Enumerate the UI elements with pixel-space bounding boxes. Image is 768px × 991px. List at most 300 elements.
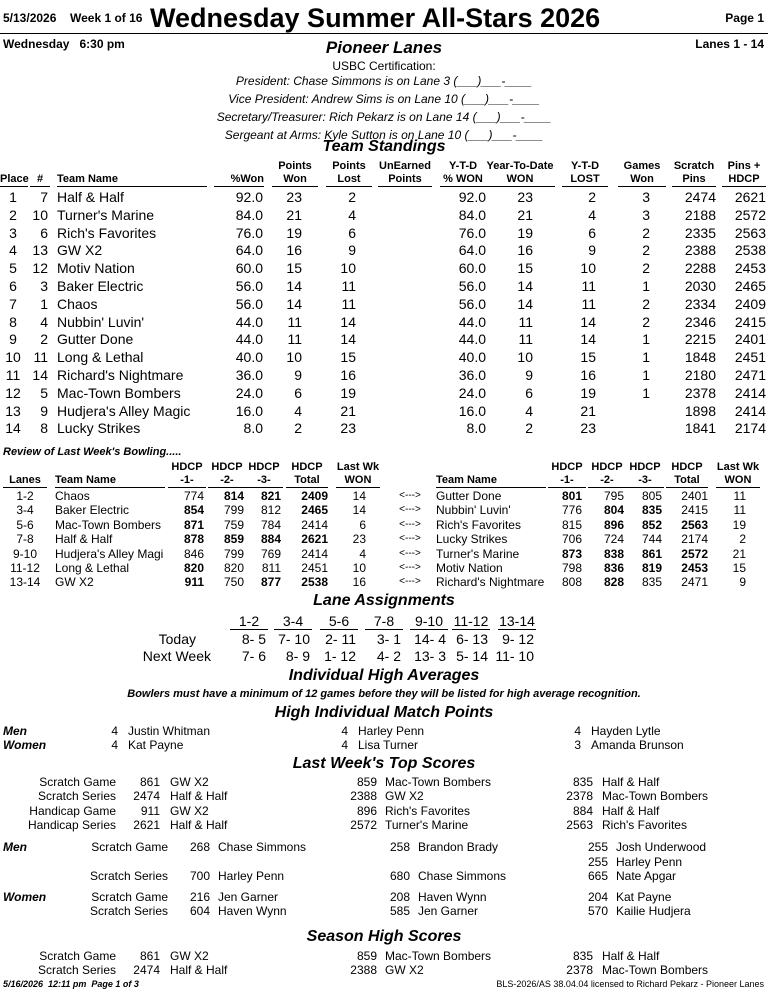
review-score: 799 xyxy=(223,503,244,518)
review-won-right: 11 xyxy=(733,503,746,518)
score-name: Half & Half xyxy=(170,963,228,978)
score-name: Half & Half xyxy=(602,803,660,818)
standings-cell: 24.0 xyxy=(458,384,486,401)
review-score: 750 xyxy=(223,575,244,590)
standings-cell: 21 xyxy=(580,402,596,419)
score-category: Scratch Game xyxy=(91,840,168,854)
standings-header-pw: Points xyxy=(278,160,312,172)
standings-cell: 10 xyxy=(32,206,48,223)
review-team-left: Hudjera's Alley Magi xyxy=(55,546,164,561)
standings-cell: 5 xyxy=(40,384,48,401)
standings-cell: 21 xyxy=(517,206,533,223)
score-value: 665 xyxy=(587,869,608,883)
standings-header-team: Team Name xyxy=(57,173,207,187)
standings-cell: 76.0 xyxy=(458,224,486,241)
score-value: 208 xyxy=(389,890,410,904)
standings-cell: 2572 xyxy=(734,206,766,223)
score-name: Mac-Town Bombers xyxy=(602,789,709,804)
standings-team-name: GW X2 xyxy=(57,242,103,259)
review-header xyxy=(0,461,768,489)
standings-title: Team Standings xyxy=(322,138,446,155)
score-name: Chase Simmons xyxy=(218,840,307,854)
standings-cell: 24.0 xyxy=(235,384,263,401)
score-value: 835 xyxy=(572,775,593,789)
standings-cell: 2 xyxy=(642,313,650,330)
standings-cell: 56.0 xyxy=(458,295,486,312)
standings-cell: 11 xyxy=(581,278,596,294)
standings-header xyxy=(0,160,768,188)
score-value: 680 xyxy=(389,869,410,883)
score-category: Scratch Series xyxy=(89,904,168,918)
standings-cell: 2474 xyxy=(684,189,716,205)
match-points-value: 4 xyxy=(341,738,348,752)
standings-cell: 2335 xyxy=(684,224,716,241)
score-value: 896 xyxy=(356,803,377,818)
review-score: 724 xyxy=(603,532,624,547)
lane-assignments-grid xyxy=(0,613,768,668)
standings-cell: 1 xyxy=(642,331,650,348)
standings-cell: 1 xyxy=(642,367,650,383)
today-assignment: 9- 12 xyxy=(502,631,534,647)
standings-cell: 8.0 xyxy=(466,420,486,437)
standings-cell: 9 xyxy=(294,367,302,383)
standings-cell: 4 xyxy=(9,242,17,259)
review-score: 2414 xyxy=(301,517,328,532)
match-points-value: 4 xyxy=(341,724,348,738)
standings-cell: 15 xyxy=(286,260,302,277)
score-value: 570 xyxy=(587,904,608,918)
standings-cell: 11 xyxy=(518,331,533,348)
standings-team-name: Nubbin' Luvin' xyxy=(57,313,145,330)
officer-line: Vice President: Andrew Sims is on Lane 10 (___)___-____ xyxy=(228,92,540,106)
standings-header-gw: Games xyxy=(623,160,661,172)
review-score: 759 xyxy=(223,517,244,532)
standings-cell: 64.0 xyxy=(458,242,486,259)
next-week-assignment: 11- 10 xyxy=(495,648,534,664)
standings-cell: 16.0 xyxy=(458,402,486,419)
review-header-lanes: Lanes xyxy=(3,474,47,488)
score-value: 2563 xyxy=(566,818,593,833)
standings-cell: 2409 xyxy=(734,295,766,312)
versus-arrow: <---> xyxy=(399,562,421,573)
standings-cell: 36.0 xyxy=(458,367,486,383)
men-label: Men xyxy=(3,840,27,854)
review-score: 2409 xyxy=(301,489,328,503)
standings-header-pct: %Won xyxy=(214,173,264,187)
standings-cell: 6 xyxy=(348,224,356,241)
standings-cell: 14 xyxy=(340,313,356,330)
review-score: 911 xyxy=(184,575,204,590)
standings-cell: 1 xyxy=(642,349,650,366)
review-score: 846 xyxy=(183,546,204,561)
standings-header-ytdl: LOST xyxy=(562,173,608,187)
review-score: 811 xyxy=(261,561,281,575)
review-score: 805 xyxy=(641,489,662,503)
standings-cell: 14 xyxy=(32,367,48,383)
score-value: 835 xyxy=(572,949,593,963)
score-value: 2474 xyxy=(133,963,160,978)
review-header-won: Last Wk xyxy=(336,461,380,473)
score-value: 884 xyxy=(572,803,593,818)
standings-header-ytdl: Y-T-D xyxy=(570,160,600,172)
standings-cell: 2188 xyxy=(684,206,716,223)
standings-cell: 11 xyxy=(33,349,48,366)
next-week-assignment: 1- 12 xyxy=(324,648,356,664)
standings-cell: 3 xyxy=(642,189,650,205)
standings-cell: 2 xyxy=(642,295,650,312)
standings-cell: 3 xyxy=(642,206,650,223)
standings-cell: 2538 xyxy=(734,242,766,259)
standings-cell: 5 xyxy=(9,260,17,277)
women-label: Women xyxy=(3,738,47,752)
today-label: Today xyxy=(158,631,196,647)
review-score: 820 xyxy=(183,561,204,575)
review-header-h1: HDCP xyxy=(551,461,583,473)
score-value: 255 xyxy=(587,840,608,854)
score-name: Half & Half xyxy=(602,775,660,789)
standings-cell: 14 xyxy=(286,278,302,294)
standings-team-name: Baker Electric xyxy=(57,278,144,294)
versus-arrow: <---> xyxy=(399,533,421,545)
standings-cell: 60.0 xyxy=(458,260,486,277)
standings-cell: 56.0 xyxy=(235,278,263,294)
standings-team-name: Mac-Town Bombers xyxy=(57,384,181,401)
score-name: GW X2 xyxy=(385,963,424,978)
score-name: Rich's Favorites xyxy=(602,818,687,833)
score-value: 859 xyxy=(356,775,377,789)
lanes-range: Lanes 1 - 14 xyxy=(695,37,764,51)
standings-cell: 14 xyxy=(517,295,533,312)
standings-cell: 40.0 xyxy=(458,349,486,366)
review-score: 854 xyxy=(183,503,204,518)
score-category: Handicap Series xyxy=(27,818,116,833)
standings-cell: 10 xyxy=(286,349,302,366)
score-category: Scratch Series xyxy=(89,869,168,883)
score-name: Jen Garner xyxy=(218,890,279,904)
standings-cell: 1 xyxy=(9,189,17,205)
score-name: Nate Apgar xyxy=(616,869,677,883)
standings-cell: 16.0 xyxy=(235,402,263,419)
score-value: 2572 xyxy=(350,818,377,833)
standings-cell: 2471 xyxy=(734,367,766,383)
standings-cell: 2563 xyxy=(734,224,766,241)
versus-arrow: <---> xyxy=(399,576,421,588)
standings-cell: 6 xyxy=(294,384,302,401)
review-header-ht: HDCP xyxy=(671,461,703,473)
score-name: Turner's Marine xyxy=(385,818,469,833)
score-value: 216 xyxy=(189,890,210,904)
lane-pair-header: 13-14 xyxy=(499,613,535,629)
standings-cell: 2 xyxy=(642,242,650,259)
officer-line: Sergeant at Arms: Kyle Sutton is on Lane 10 (___)___-____ xyxy=(224,128,544,142)
last-week-scores xyxy=(0,775,768,925)
score-name: GW X2 xyxy=(170,949,209,963)
standings-cell: 60.0 xyxy=(235,260,263,277)
standings-cell: 15 xyxy=(340,349,356,366)
standings-cell: 2453 xyxy=(734,260,766,277)
review-score: 2415 xyxy=(681,503,708,518)
review-score: 774 xyxy=(183,489,204,503)
review-lanes: 11-12 xyxy=(10,561,40,575)
standings-cell: 11 xyxy=(518,313,533,330)
standings-cell: 12 xyxy=(32,260,48,277)
score-value: 585 xyxy=(389,904,410,918)
review-score: 861 xyxy=(641,546,662,561)
review-score: 871 xyxy=(183,517,204,532)
standings-team-name: Motiv Nation xyxy=(57,260,135,277)
review-score: 835 xyxy=(641,575,662,590)
review-score: 884 xyxy=(260,532,281,547)
review-score: 819 xyxy=(641,561,662,575)
standings-cell: 56.0 xyxy=(235,295,263,312)
score-name: Josh Underwood xyxy=(616,840,707,854)
today-assignment: 14- 4 xyxy=(414,631,446,647)
standings-header-ytdpct: % WON xyxy=(440,173,486,187)
standings-cell: 21 xyxy=(340,402,356,419)
standings-cell: 8 xyxy=(40,420,48,437)
review-score: 814 xyxy=(223,489,244,503)
review-lanes: 3-4 xyxy=(16,503,34,518)
standings-cell: 11 xyxy=(341,278,356,294)
next-week-assignment: 13- 3 xyxy=(414,648,446,664)
standings-cell: 1 xyxy=(642,384,650,401)
review-score: 2453 xyxy=(681,561,708,575)
header-rule xyxy=(0,33,768,34)
today-assignment: 8- 5 xyxy=(241,631,266,647)
standings-cell: 11 xyxy=(287,313,302,330)
review-header-h3: -3- xyxy=(245,474,283,488)
standings-team-name: Hudjera's Alley Magic xyxy=(57,402,191,419)
day-time: Wednesday 6:30 pm xyxy=(3,37,125,51)
review-header-h2: HDCP xyxy=(591,461,623,473)
standings-cell: 2 xyxy=(40,331,48,348)
standings-header-ph: HDCP xyxy=(722,173,766,187)
review-header-h1: HDCP xyxy=(171,461,203,473)
standings-cell: 4 xyxy=(588,206,596,223)
standings-cell: 64.0 xyxy=(235,242,263,259)
review-score: 835 xyxy=(641,503,662,518)
review-won-right: 19 xyxy=(732,517,746,532)
standings-cell: 4 xyxy=(525,402,533,419)
review-won-left: 14 xyxy=(352,489,366,503)
season-scores xyxy=(0,949,768,979)
score-name: Haven Wynn xyxy=(418,890,487,904)
review-team-right: Richard's Nightmare xyxy=(436,575,545,590)
standings-cell: 12 xyxy=(5,384,21,401)
review-score: 2563 xyxy=(681,517,708,532)
bowler-name: Harley Penn xyxy=(358,724,425,738)
review-score: 804 xyxy=(603,503,624,518)
score-category: Scratch Game xyxy=(39,949,116,963)
standings-cell: 14 xyxy=(5,420,21,437)
standings-cell: 2414 xyxy=(734,384,766,401)
review-header-ht: HDCP xyxy=(291,461,323,473)
review-score: 836 xyxy=(603,561,624,575)
standings-cell: 8 xyxy=(9,313,17,330)
score-value: 2621 xyxy=(133,818,160,833)
review-team-right: Motiv Nation xyxy=(436,561,503,575)
review-score: 798 xyxy=(561,561,582,575)
review-score: 776 xyxy=(561,503,582,518)
review-lanes: 13-14 xyxy=(9,575,41,590)
averages-note: Bowlers must have a minimum of 12 games before they will be listed for high average recognition. xyxy=(127,688,641,700)
bowler-name: Hayden Lytle xyxy=(591,724,661,738)
standings-cell: 2378 xyxy=(684,384,716,401)
standings-cell: 19 xyxy=(580,384,596,401)
score-value: 204 xyxy=(587,890,608,904)
standings-cell: 8.0 xyxy=(243,420,263,437)
standings-header-num: # xyxy=(30,173,50,187)
match-points-table xyxy=(0,724,768,754)
standings-cell: 19 xyxy=(286,224,302,241)
review-title: Review of Last Week's Bowling..... xyxy=(3,446,182,458)
score-name: Harley Penn xyxy=(616,855,683,869)
score-name: Rich's Favorites xyxy=(385,803,470,818)
standings-cell: 2 xyxy=(525,420,533,437)
review-team-left: Mac-Town Bombers xyxy=(55,517,162,532)
review-score: 808 xyxy=(561,575,582,590)
officer-line: President: Chase Simmons is on Lane 3 (___)___-____ xyxy=(235,74,533,88)
score-value: 2378 xyxy=(566,789,593,804)
review-score: 744 xyxy=(641,532,662,547)
standings-cell: 14 xyxy=(517,278,533,294)
standings-header-gw: Won xyxy=(618,173,666,187)
review-score: 2465 xyxy=(301,503,328,518)
standings-team-name: Chaos xyxy=(57,295,98,312)
standings-cell: 2621 xyxy=(734,189,766,205)
standings-cell: 14 xyxy=(580,331,596,348)
standings-cell: 10 xyxy=(517,349,533,366)
score-name: Mac-Town Bombers xyxy=(385,949,492,963)
versus-arrow: <---> xyxy=(399,504,421,516)
review-score: 799 xyxy=(223,546,244,561)
next-week-label: Next Week xyxy=(142,648,211,664)
bowler-name: Kat Payne xyxy=(128,738,184,752)
standings-cell: 7 xyxy=(9,295,17,312)
score-value: 700 xyxy=(189,869,210,883)
score-name: Brandon Brady xyxy=(418,840,499,854)
match-points-value: 3 xyxy=(574,738,581,752)
standings-header-ytdw: Year-To-Date xyxy=(486,160,554,172)
standings-cell: 7 xyxy=(40,189,48,205)
standings-cell: 1848 xyxy=(684,349,716,366)
women-label: Women xyxy=(3,890,47,904)
standings-cell: 23 xyxy=(340,420,356,437)
review-lanes: 7-8 xyxy=(16,532,34,547)
review-score: 2401 xyxy=(681,489,708,503)
standings-cell: 2030 xyxy=(684,278,716,294)
score-category: Scratch Series xyxy=(37,789,116,804)
review-team-right: Rich's Favorites xyxy=(436,517,521,532)
match-points-value: 4 xyxy=(111,724,118,738)
standings-cell: 6 xyxy=(40,224,48,241)
review-won-right: 21 xyxy=(732,546,746,561)
standings-cell: 16 xyxy=(340,367,356,383)
score-name: GW X2 xyxy=(170,775,209,789)
review-header-won: WON xyxy=(336,474,380,488)
review-score: 821 xyxy=(260,489,281,503)
averages-title: Individual High Averages xyxy=(288,667,480,684)
standings-cell: 2215 xyxy=(684,331,716,348)
review-score: 812 xyxy=(260,503,281,518)
review-header-h1: -1- xyxy=(168,474,206,488)
score-name: Mac-Town Bombers xyxy=(602,963,709,978)
versus-arrow: <---> xyxy=(399,490,421,501)
next-week-assignment: 7- 6 xyxy=(241,648,266,664)
score-name: Kailie Hudjera xyxy=(616,904,691,918)
review-header-h1: -1- xyxy=(548,474,586,488)
review-header-h3: -3- xyxy=(626,474,664,488)
standings-header-ue: Points xyxy=(378,173,432,187)
score-name: Half & Half xyxy=(170,818,228,833)
standings-cell: 44.0 xyxy=(458,313,486,330)
review-score: 2174 xyxy=(681,532,708,547)
score-name: Chase Simmons xyxy=(418,869,507,883)
standings-cell: 15 xyxy=(517,260,533,277)
standings-header-sp: Scratch xyxy=(673,160,715,172)
standings-cell: 2451 xyxy=(734,349,766,366)
review-score: 2538 xyxy=(301,575,328,590)
lane-pair-header: 9-10 xyxy=(410,613,448,630)
standings-cell: 2334 xyxy=(684,295,716,312)
footer-right: BLS-2026/AS 38.04.04 licensed to Richard Pekarz - Pioneer Lanes xyxy=(496,979,764,989)
review-score: 828 xyxy=(603,575,624,590)
review-won-right: 2 xyxy=(739,532,746,547)
standings-team-name: Turner's Marine xyxy=(57,206,155,223)
review-header-h2: -2- xyxy=(588,474,626,488)
standings-cell: 4 xyxy=(294,402,302,419)
review-team-left: GW X2 xyxy=(55,575,94,590)
next-week-assignment: 4- 2 xyxy=(376,648,401,664)
review-won-right: 9 xyxy=(739,575,746,590)
standings-cell: 2465 xyxy=(734,278,766,294)
standings-cell: 2 xyxy=(588,189,596,205)
lane-pair-header: 1-2 xyxy=(230,613,268,630)
standings-cell: 1841 xyxy=(684,420,716,437)
standings-cell: 19 xyxy=(340,384,356,401)
standings-cell: 10 xyxy=(580,260,596,277)
standings-header-ytdpct: Y-T-D xyxy=(448,160,478,172)
standings-cell: 2 xyxy=(348,189,356,205)
review-header-ht: Total xyxy=(666,474,708,488)
standings-team-name: Richard's Nightmare xyxy=(57,367,184,383)
review-score: 815 xyxy=(561,517,582,532)
standings-cell: 16 xyxy=(286,242,302,259)
standings-cell: 1 xyxy=(40,295,48,312)
review-score: 820 xyxy=(223,561,244,575)
review-won-right: 11 xyxy=(733,489,746,503)
today-assignment: 6- 13 xyxy=(456,631,488,647)
standings-header-place: Place xyxy=(0,173,29,185)
score-value: 604 xyxy=(189,904,210,918)
score-name: Mac-Town Bombers xyxy=(385,775,492,789)
match-points-value: 4 xyxy=(111,738,118,752)
review-won-left: 10 xyxy=(352,561,366,575)
review-header-team: Team Name xyxy=(55,474,165,488)
standings-header-ytdw: WON xyxy=(485,173,555,187)
standings-cell: 3 xyxy=(9,224,17,241)
standings-cell: 14 xyxy=(286,295,302,312)
review-score: 2471 xyxy=(681,575,708,590)
versus-arrow: <---> xyxy=(399,547,421,559)
standings-cell: 1 xyxy=(642,278,650,294)
review-score: 859 xyxy=(223,532,244,547)
today-assignment: 2- 11 xyxy=(325,631,356,647)
score-name: Kat Payne xyxy=(616,890,672,904)
review-team-right: Gutter Done xyxy=(436,489,502,503)
review-header-won: Last Wk xyxy=(716,461,760,473)
standings-cell: 2180 xyxy=(684,367,716,383)
